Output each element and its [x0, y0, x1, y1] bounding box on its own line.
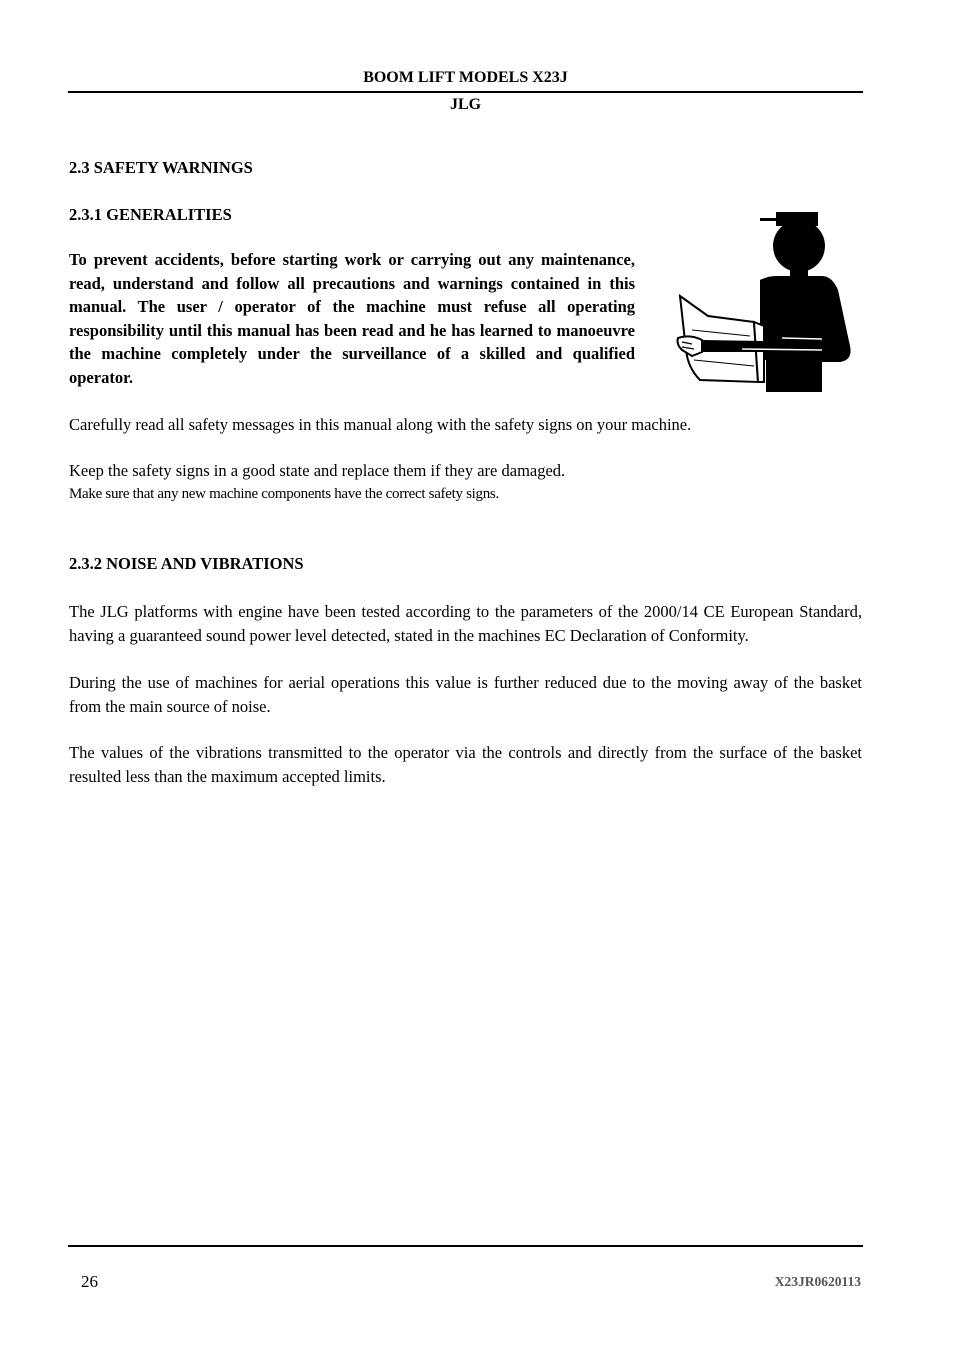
document-code: X23JR0620113	[774, 1274, 861, 1289]
generalities-paragraph-2: Keep the safety signs in a good state and replace them if they are damaged.	[69, 461, 566, 480]
noise-paragraph-1: The JLG platforms with engine have been tested according to the parameters of the 2000/14 CE European Standard, having a guaranteed sound power level detected, stated in the machines EC Declaration of Conformity.	[69, 602, 862, 645]
section-heading: 2.3 SAFETY WARNINGS	[69, 158, 253, 177]
header-divider	[68, 91, 863, 93]
safety-warning-text: To prevent accidents, before starting work or carrying out any maintenance, read, understand and follow all precautions and warnings contained in this manual. The user / operator of the machine must refuse all operating responsibility until this manual has been read and he has learned to manoeuvre the machine completely under the surveillance of a skilled and qualified operator.	[69, 250, 635, 387]
header-subtitle: JLG	[449, 96, 482, 113]
generalities-paragraph-1: Carefully read all safety messages in this manual along with the safety signs on your machine.	[69, 415, 692, 434]
footer-divider	[68, 1245, 863, 1247]
noise-paragraph-2: During the use of machines for aerial operations this value is further reduced due to the moving away of the basket from the main source of noise.	[69, 673, 862, 716]
page-number: 26	[81, 1272, 98, 1291]
person-reading-manual-icon	[672, 210, 854, 394]
generalities-paragraph-3: Make sure that any new machine components have the correct safety signs.	[69, 486, 499, 502]
generalities-heading: 2.3.1 GENERALITIES	[69, 205, 232, 224]
noise-paragraph-3: The values of the vibrations transmitted to the operator via the controls and directly from the surface of the basket resulted less than the maximum accepted limits.	[69, 743, 862, 786]
noise-heading: 2.3.2 NOISE AND VIBRATIONS	[69, 554, 304, 573]
header-title: BOOM LIFT MODELS X23J	[363, 69, 568, 86]
